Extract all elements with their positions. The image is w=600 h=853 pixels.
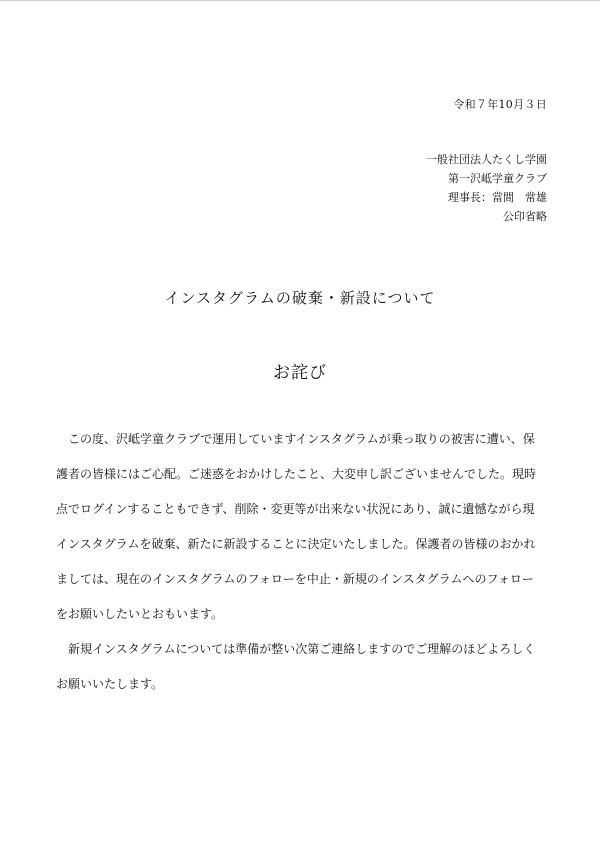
sender-block [426, 150, 547, 226]
sender-club: 第一沢岻学童クラブ [448, 172, 547, 185]
body-line: お願いいたします。 [56, 677, 164, 691]
apology-heading: お詫び [273, 363, 327, 383]
sender-chairman: 理事長：當間 常雄 [448, 191, 547, 204]
sender-organization: 一般社団法人たくし学園 [426, 153, 547, 166]
document-title: インスタグラムの破棄・新設について [164, 289, 436, 307]
document-date: 令和７年10月３日 [453, 98, 547, 111]
body-line: ましては、現在のインスタグラムのフォローを中止・新規のインスタグラムへのフォロー [56, 572, 534, 586]
body-text [56, 422, 548, 702]
seal-note: 公印省略 [503, 210, 547, 223]
body-line: 点でログインすることもできず、削除・変更等が出来ない状況にあり、誠に遺憾ながら現 [56, 502, 535, 516]
body-line: この度、沢岻学童クラブで運用していますインスタグラムが乗っ取りの被害に遭い、保 [56, 432, 535, 446]
body-line: をお願いしたいとおもいます。 [56, 607, 224, 621]
body-line: 新規インスタグラムについては準備が整い次第ご連絡しますのでご理解のほどよろしく [56, 642, 536, 656]
body-line: インスタグラムを破棄、新たに新設することに決定いたしました。保護者の皆様のおかれ [56, 537, 536, 551]
body-line: 護者の皆様にはご心配。ご迷惑をおかけしたこと、大変申し訳ございませんでした。現時 [56, 467, 537, 481]
